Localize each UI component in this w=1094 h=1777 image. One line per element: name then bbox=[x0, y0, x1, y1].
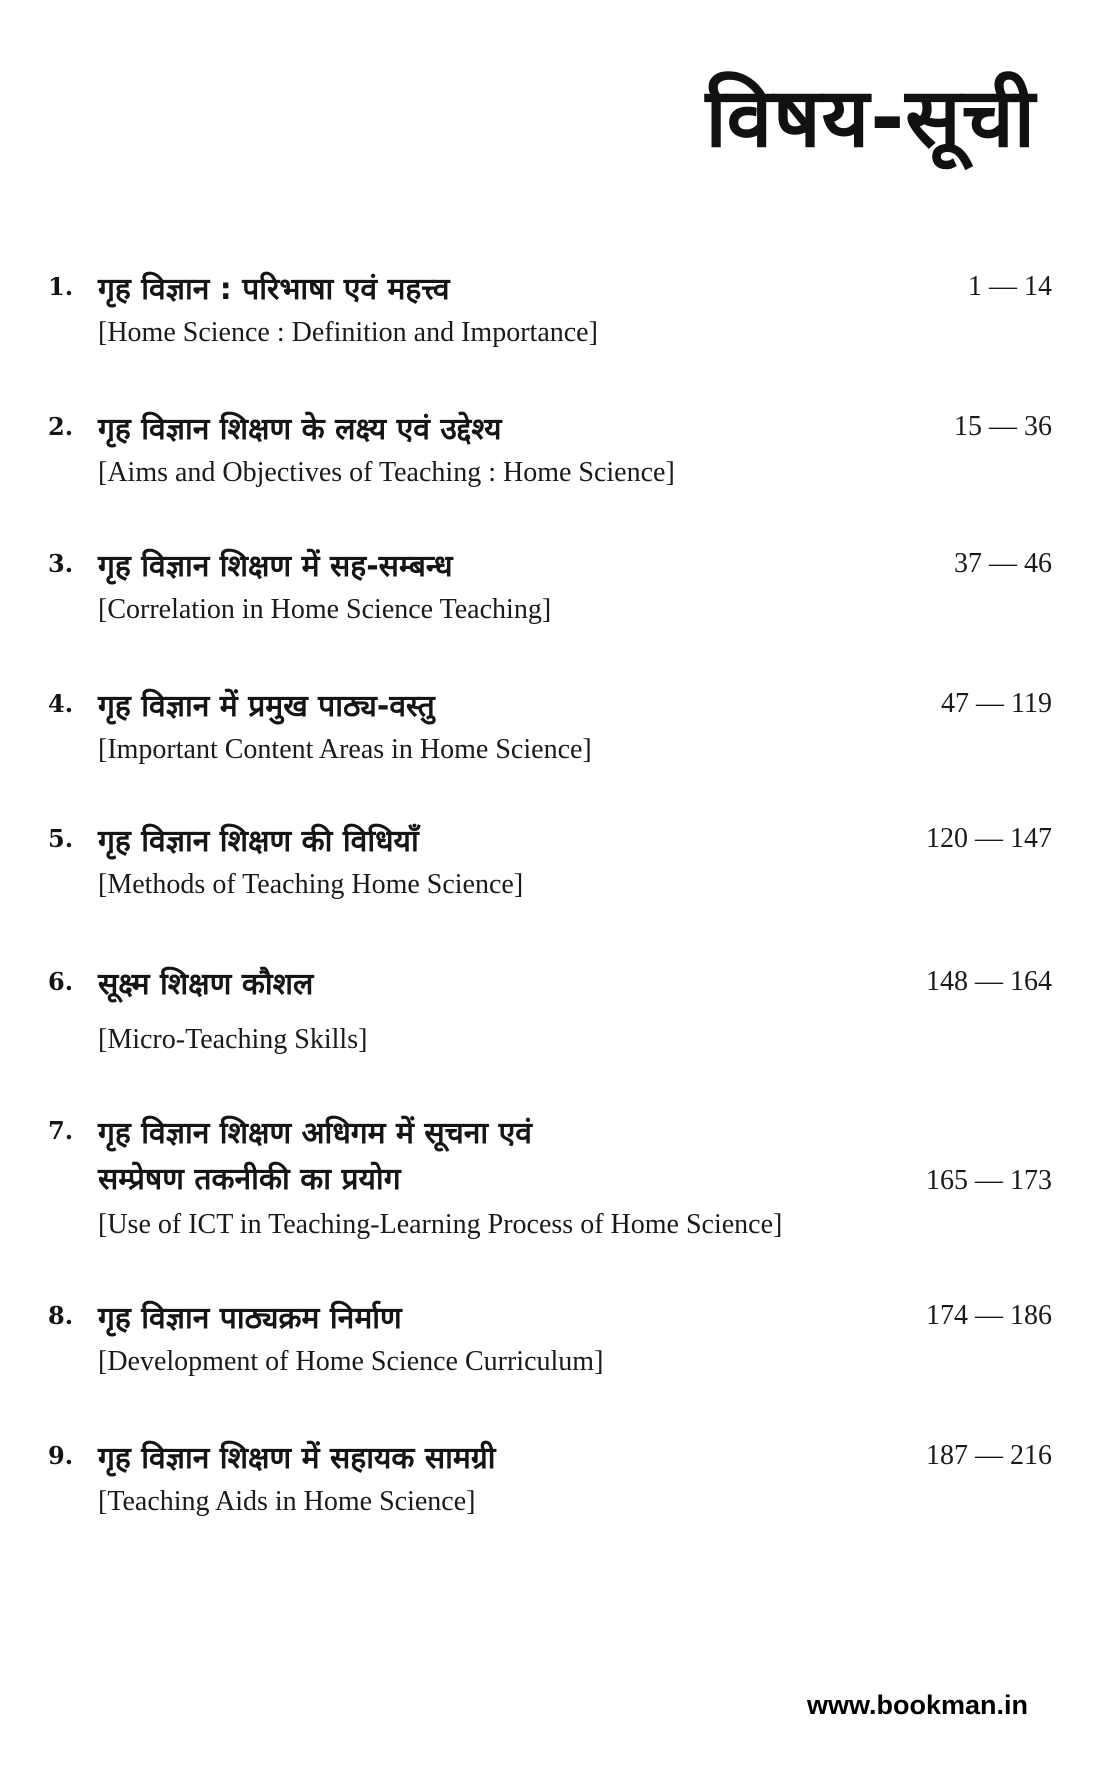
entry-number: 1. bbox=[48, 272, 74, 301]
entry-title-english: [Aims and Objectives of Teaching : Home Science] bbox=[98, 457, 675, 488]
entry-number: 4. bbox=[48, 689, 74, 718]
entry-title-english: [Teaching Aids in Home Science] bbox=[98, 1486, 476, 1517]
entry-number: 5. bbox=[48, 824, 74, 853]
entry-number: 2. bbox=[48, 412, 74, 441]
entry-number: 8. bbox=[48, 1301, 74, 1330]
entry-page-range: 47 — 119 bbox=[941, 688, 1052, 719]
entry-page-range: 187 — 216 bbox=[926, 1440, 1052, 1471]
entry-title-hindi-line-2: सम्प्रेषण तकनीकी का प्रयोग bbox=[98, 1162, 401, 1197]
entry-title-hindi: गृह विज्ञान शिक्षण की विधियाँ bbox=[98, 824, 419, 859]
entry-page-range: 37 — 46 bbox=[954, 548, 1052, 579]
footer-url: www.bookman.in bbox=[806, 1690, 1028, 1720]
entry-number: 7. bbox=[48, 1116, 74, 1145]
entry-page-range: 120 — 147 bbox=[926, 823, 1052, 854]
entry-title-hindi: गृह विज्ञान शिक्षण में सहायक सामग्री bbox=[98, 1441, 496, 1476]
entry-title-english: [Development of Home Science Curriculum] bbox=[98, 1346, 604, 1377]
entry-title-english: [Methods of Teaching Home Science] bbox=[98, 869, 524, 900]
entry-title-hindi: गृह विज्ञान में प्रमुख पाठ्य-वस्तु bbox=[98, 689, 435, 724]
entry-title-hindi: गृह विज्ञान शिक्षण के लक्ष्य एवं उद्देश्य bbox=[98, 412, 502, 447]
entry-number: 9. bbox=[48, 1441, 74, 1470]
entry-title-hindi: सूक्ष्म शिक्षण कौशल bbox=[98, 967, 314, 1002]
entry-title-hindi: गृह विज्ञान शिक्षण में सह-सम्बन्ध bbox=[98, 549, 453, 584]
entry-page-range: 165 — 173 bbox=[926, 1165, 1052, 1196]
entry-title-hindi: गृह विज्ञान : परिभाषा एवं महत्त्व bbox=[98, 272, 450, 307]
entry-page-range: 15 — 36 bbox=[954, 411, 1052, 442]
entry-title-hindi: गृह विज्ञान शिक्षण अधिगम में सूचना एवं bbox=[98, 1116, 532, 1151]
entry-page-range: 1 — 14 bbox=[968, 271, 1052, 302]
entry-title-english: [Use of ICT in Teaching-Learning Process of Home Science] bbox=[98, 1209, 783, 1240]
entry-number: 3. bbox=[48, 549, 74, 578]
page-title: विषय-सूची bbox=[705, 71, 1036, 166]
entry-title-english: [Home Science : Definition and Importance] bbox=[98, 317, 598, 348]
entry-number: 6. bbox=[48, 967, 74, 996]
entry-title-english: [Micro-Teaching Skills] bbox=[98, 1024, 368, 1055]
entry-page-range: 174 — 186 bbox=[926, 1300, 1052, 1331]
entry-title-english: [Correlation in Home Science Teaching] bbox=[98, 594, 552, 625]
entry-page-range: 148 — 164 bbox=[926, 966, 1052, 997]
entry-title-hindi: गृह विज्ञान पाठ्यक्रम निर्माण bbox=[98, 1301, 402, 1336]
entry-title-english: [Important Content Areas in Home Science] bbox=[98, 734, 592, 765]
